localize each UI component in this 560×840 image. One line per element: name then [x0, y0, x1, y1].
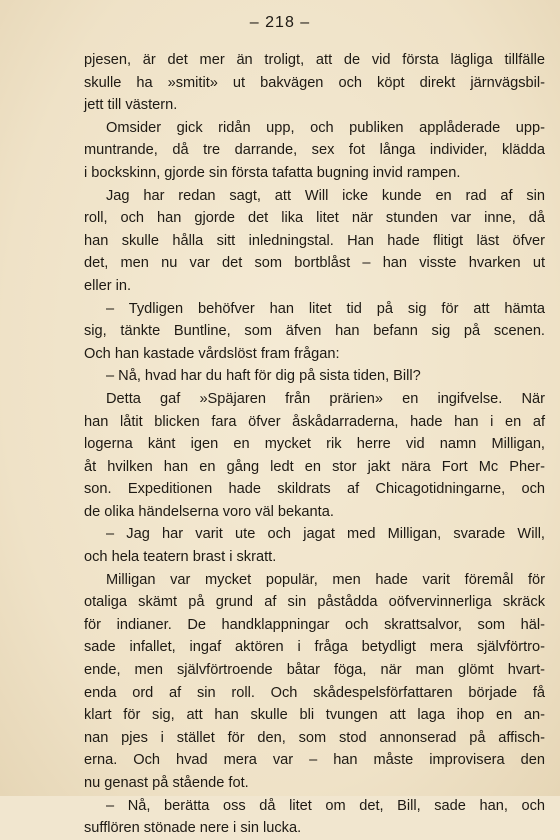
- text-line: nan pjes i stället för den, som stod annonserad på affisch-: [84, 729, 545, 746]
- text-line: nu genast på stående fot.: [84, 775, 249, 791]
- text-line: klart för sig, att han skulle bli tvungen att laga ihop en an-: [84, 707, 545, 724]
- text-line: skulle ha »smitit» ut bakvägen och köpt direkt järnvägsbil-: [84, 74, 545, 91]
- text-line: eller in.: [84, 277, 132, 294]
- text-line: Omsider gick ridån upp, och publiken applåderade upp-: [106, 119, 545, 136]
- text-line: – Jag har varit ute och jagat med Milligan, svarade Will,: [106, 526, 545, 543]
- text-line: i bockskinn, gjorde sin första tafatta bugning invid rampen.: [84, 164, 461, 181]
- text-line: sig, tänkte Buntline, som äfven han befann sig på scenen.: [84, 323, 545, 340]
- text-line: ende, men självförtroende båtar föga, när man glömt hvart-: [84, 662, 545, 679]
- text-line: – Nå, hvad har du haft för dig på sista tiden, Bill?: [106, 368, 421, 385]
- text-line: och hela teatern brast i skratt.: [84, 549, 277, 566]
- text-line: Och han kastade vårdslöst fram frågan:: [84, 345, 340, 362]
- text-line: de olika händelserna voro väl bekanta.: [84, 503, 334, 520]
- text-line: erna. Och hvad mera var – han måste improvisera den: [84, 752, 545, 769]
- text-line: åt hvilken han en gång ledt en stor jakt nära Fort Mc Pher-: [84, 458, 545, 475]
- text-line: Milligan var mycket populär, men hade varit föremål för: [106, 571, 545, 588]
- text-line: – Tydligen behöfver han litet tid på sig för att hämta: [106, 300, 545, 317]
- text-line: enda ord af sin roll. Och skådespelsförfattaren började få: [84, 684, 545, 701]
- text-line: Detta gaf »Späjaren från prärien» en ingifvelse. När: [106, 390, 545, 407]
- text-line: sufflören stönade nere i sin lucka.: [84, 820, 302, 837]
- text-line: roll, och han gjorde det lika litet när stunden var inne, då: [84, 210, 545, 227]
- text-line: jett till västern.: [84, 97, 178, 114]
- text-line: Jag har redan sagt, att Will icke kunde en rad af sin: [106, 187, 545, 204]
- text-line: han skulle hålla sitt inledningstal. Han hade flitigt läst öfver: [84, 232, 545, 249]
- page-number: – 218 –: [249, 14, 311, 31]
- text-line: otaliga skämt på grund af sin påstådda oöfvervinnerliga skräck: [84, 594, 545, 611]
- text-line: pjesen, är det mer än troligt, att de vid första lägliga tillfälle: [84, 52, 545, 68]
- text-line: muntrande, då tre darrande, sex fot långa individer, klädda: [84, 142, 545, 159]
- text-line: han låtit blicken fara öfver åskådarraderna, hade han i en af: [84, 413, 545, 430]
- text-line: logerna känt igen en mycket rik herre vid namn Milligan,: [84, 436, 545, 453]
- body-text: [84, 49, 545, 840]
- text-line: son. Expeditionen hade skildrats af Chicagotidningarne, och: [84, 481, 545, 498]
- text-line: för indianer. De handklappningar och skrattsalvor, som häl-: [84, 616, 545, 633]
- text-line: det, men nu var det som bortblåst – han visste hvarken ut: [84, 255, 545, 272]
- text-line: – Nå, berätta oss då litet om det, Bill, sade han, och: [106, 797, 545, 814]
- text-line: sade infallet, ingaf aktören i fråga betydligt mera självförtro-: [84, 639, 545, 656]
